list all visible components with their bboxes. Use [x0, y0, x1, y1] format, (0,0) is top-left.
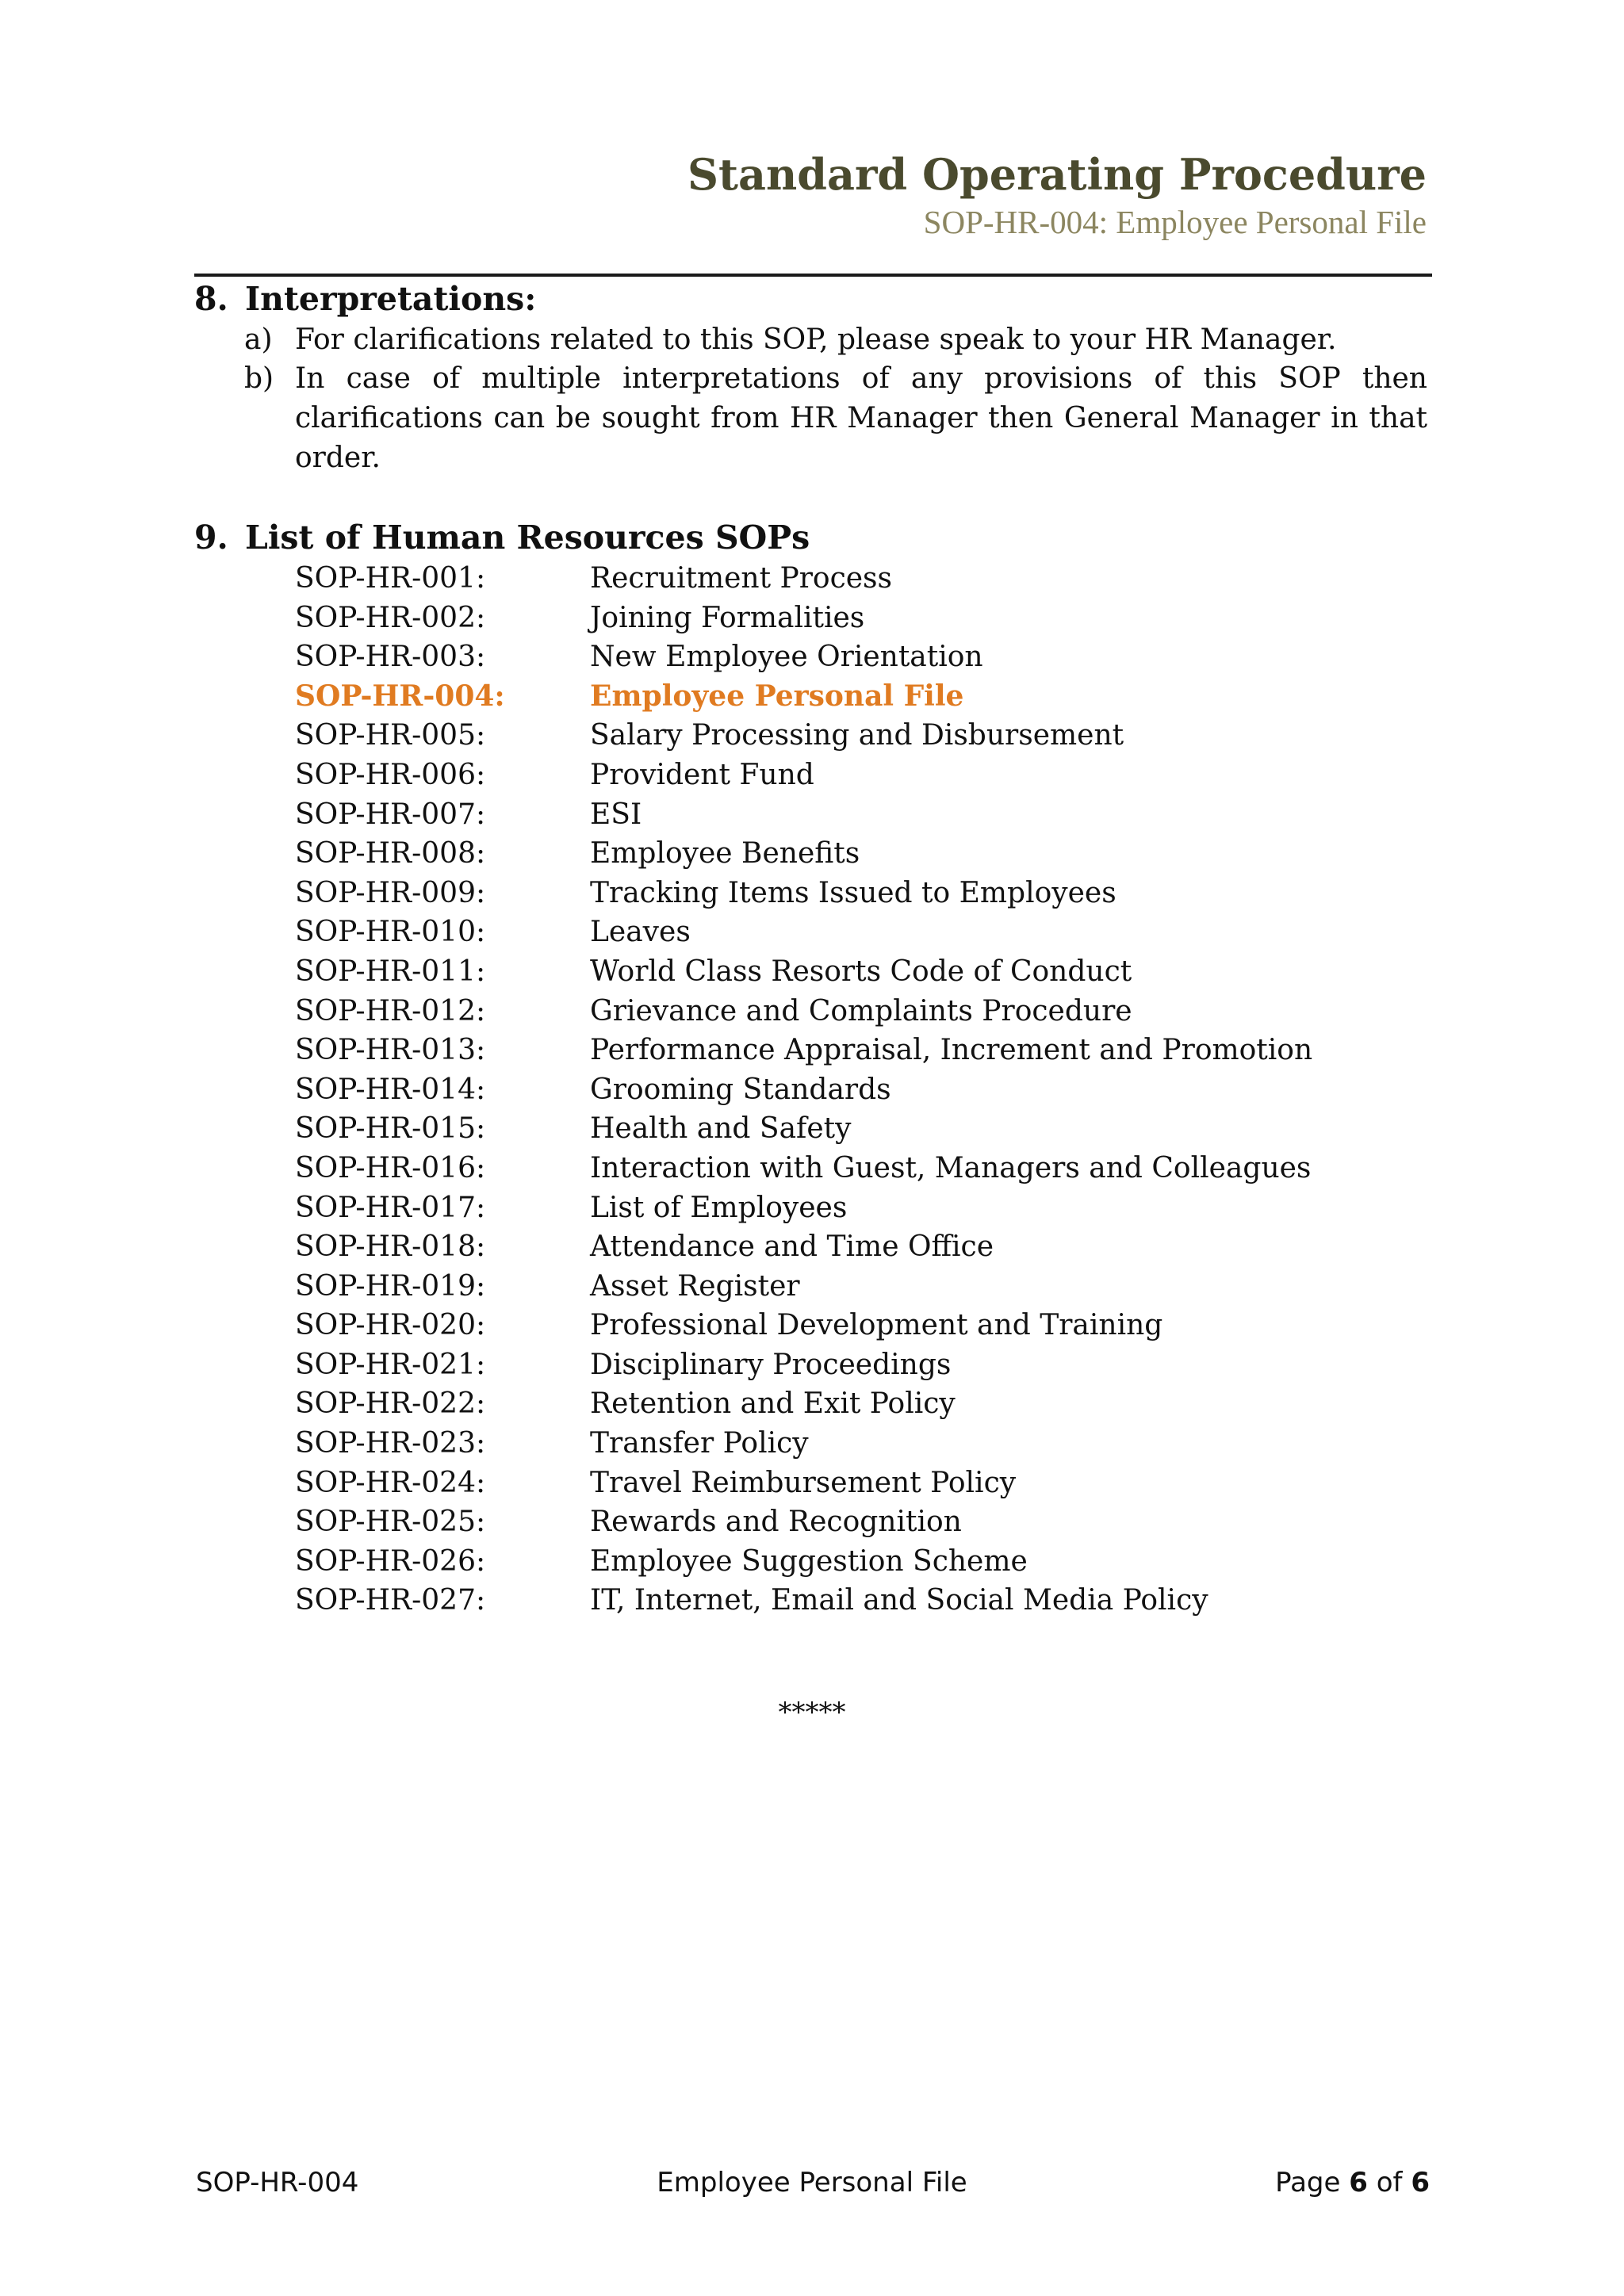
sop-title: Asset Register — [590, 1269, 800, 1303]
header-subtitle: SOP-HR-004: Employee Personal File — [923, 204, 1427, 240]
sop-code: SOP-HR-003: — [295, 641, 486, 674]
end-marker: ***** — [778, 1697, 846, 1728]
sop-list-row — [295, 795, 1312, 835]
page-current: 6 — [1349, 2167, 1368, 2198]
sop-title: Performance Appraisal, Increment and Promotion — [590, 1034, 1313, 1067]
sop-title: Retention and Exit Policy — [590, 1387, 956, 1421]
sop-code: SOP-HR-006: — [295, 758, 486, 791]
sop-list-row — [295, 1581, 1312, 1621]
header-divider — [194, 274, 1432, 277]
sop-title: Rewards and Recognition — [590, 1506, 962, 1539]
sop-code: SOP-HR-015: — [295, 1112, 486, 1146]
sop-list-row — [295, 599, 1312, 638]
sop-code: SOP-HR-009: — [295, 876, 486, 909]
list-item — [244, 359, 1427, 478]
sop-title: Employee Personal File — [590, 679, 964, 713]
sop-list-row — [295, 1424, 1312, 1464]
sop-title: Professional Development and Training — [590, 1309, 1163, 1342]
sop-title: List of Employees — [590, 1191, 848, 1224]
sop-title: Salary Processing and Disbursement — [590, 719, 1124, 752]
sop-list-row — [295, 952, 1312, 992]
section-9-title: List of Human Resources SOPs — [245, 519, 810, 557]
sop-list-row — [295, 1464, 1312, 1503]
sop-code: SOP-HR-016: — [295, 1151, 486, 1184]
sop-list-row — [295, 1384, 1312, 1424]
sop-code: SOP-HR-002: — [295, 601, 486, 634]
sop-code: SOP-HR-026: — [295, 1544, 486, 1578]
sop-title: World Class Resorts Code of Conduct — [590, 955, 1132, 988]
sop-list-row — [295, 637, 1312, 677]
sop-list-row — [295, 1188, 1312, 1228]
sop-title: IT, Internet, Email and Social Media Policy — [590, 1584, 1208, 1617]
sop-title: Provident Fund — [590, 758, 814, 791]
sop-title: Recruitment Process — [590, 562, 893, 595]
sop-code: SOP-HR-004: — [295, 679, 505, 713]
sop-title: Grooming Standards — [590, 1073, 891, 1106]
sop-title: Grievance and Complaints Procedure — [590, 994, 1132, 1027]
sop-list-row — [295, 1227, 1312, 1267]
sop-code: SOP-HR-024: — [295, 1466, 486, 1499]
sop-list-row — [295, 756, 1312, 795]
sop-code: SOP-HR-021: — [295, 1348, 486, 1381]
sop-code: SOP-HR-011: — [295, 955, 486, 988]
section-8-title: Interpretations: — [245, 280, 537, 318]
footer-page-number — [1275, 2164, 1430, 2201]
sop-code: SOP-HR-001: — [295, 562, 486, 595]
section-9-heading — [194, 518, 810, 557]
sop-code: SOP-HR-014: — [295, 1073, 486, 1106]
sop-list-row — [295, 677, 1312, 717]
sop-list-row — [295, 1306, 1312, 1345]
sop-title: Travel Reimbursement Policy — [590, 1466, 1017, 1499]
list-item-text: For clarifications related to this SOP, please speak to your HR Manager. — [295, 323, 1337, 356]
sop-list-row — [295, 874, 1312, 913]
sop-code: SOP-HR-023: — [295, 1427, 486, 1460]
sop-code: SOP-HR-025: — [295, 1506, 486, 1539]
sop-code: SOP-HR-008: — [295, 837, 486, 871]
sop-code: SOP-HR-020: — [295, 1309, 486, 1342]
sop-title: Disciplinary Proceedings — [590, 1348, 952, 1381]
sop-code: SOP-HR-017: — [295, 1191, 486, 1224]
sop-title: ESI — [590, 798, 642, 831]
section-8-heading — [194, 279, 536, 319]
sop-title: Attendance and Time Office — [590, 1230, 994, 1264]
page-total: 6 — [1411, 2167, 1430, 2198]
sop-list-row — [295, 1542, 1312, 1582]
sop-title: Health and Safety — [590, 1112, 852, 1146]
sop-title: Joining Formalities — [590, 601, 865, 634]
footer-doc-code: SOP-HR-004 — [196, 2167, 359, 2198]
list-item-marker: a) — [244, 323, 273, 356]
sop-code: SOP-HR-018: — [295, 1230, 486, 1264]
header-title: Standard Operating Procedure — [688, 149, 1427, 200]
sop-list-row — [295, 1031, 1312, 1070]
sop-list-row — [295, 1267, 1312, 1307]
sop-list — [295, 559, 1312, 1621]
sop-title: New Employee Orientation — [590, 641, 983, 674]
sop-title: Employee Suggestion Scheme — [590, 1544, 1028, 1578]
section-8-number: 8. — [194, 280, 228, 318]
sop-title: Tracking Items Issued to Employees — [590, 876, 1116, 909]
sop-code: SOP-HR-005: — [295, 719, 486, 752]
page-header — [688, 147, 1427, 242]
sop-list-row — [295, 913, 1312, 952]
sop-list-row — [295, 716, 1312, 756]
footer-doc-title: Employee Personal File — [657, 2167, 967, 2198]
list-item-text: In case of multiple interpretations of any provisions of this SOP then clarifications can be sought from HR Manager then General Manager in that order. — [295, 362, 1427, 474]
sop-code: SOP-HR-019: — [295, 1269, 486, 1303]
sop-code: SOP-HR-007: — [295, 798, 486, 831]
sop-title: Transfer Policy — [590, 1427, 809, 1460]
sop-list-row — [295, 1109, 1312, 1149]
sop-title: Interaction with Guest, Managers and Colleagues — [590, 1151, 1312, 1184]
sop-list-row — [295, 1070, 1312, 1110]
list-item-marker: b) — [244, 362, 274, 395]
sop-code: SOP-HR-012: — [295, 994, 486, 1027]
sop-list-row — [295, 992, 1312, 1031]
sop-list-row — [295, 834, 1312, 874]
sop-list-row — [295, 1345, 1312, 1385]
sop-title: Leaves — [590, 916, 691, 949]
sop-title: Employee Benefits — [590, 837, 860, 871]
page-label: Page — [1275, 2167, 1341, 2198]
section-9-number: 9. — [194, 519, 228, 557]
sop-code: SOP-HR-010: — [295, 916, 486, 949]
sop-list-row — [295, 1149, 1312, 1188]
sop-list-row — [295, 559, 1312, 599]
sop-code: SOP-HR-027: — [295, 1584, 486, 1617]
sop-code: SOP-HR-013: — [295, 1034, 486, 1067]
sop-code: SOP-HR-022: — [295, 1387, 486, 1421]
sop-list-row — [295, 1502, 1312, 1542]
page-of: of — [1376, 2167, 1403, 2198]
list-item — [244, 320, 1427, 360]
